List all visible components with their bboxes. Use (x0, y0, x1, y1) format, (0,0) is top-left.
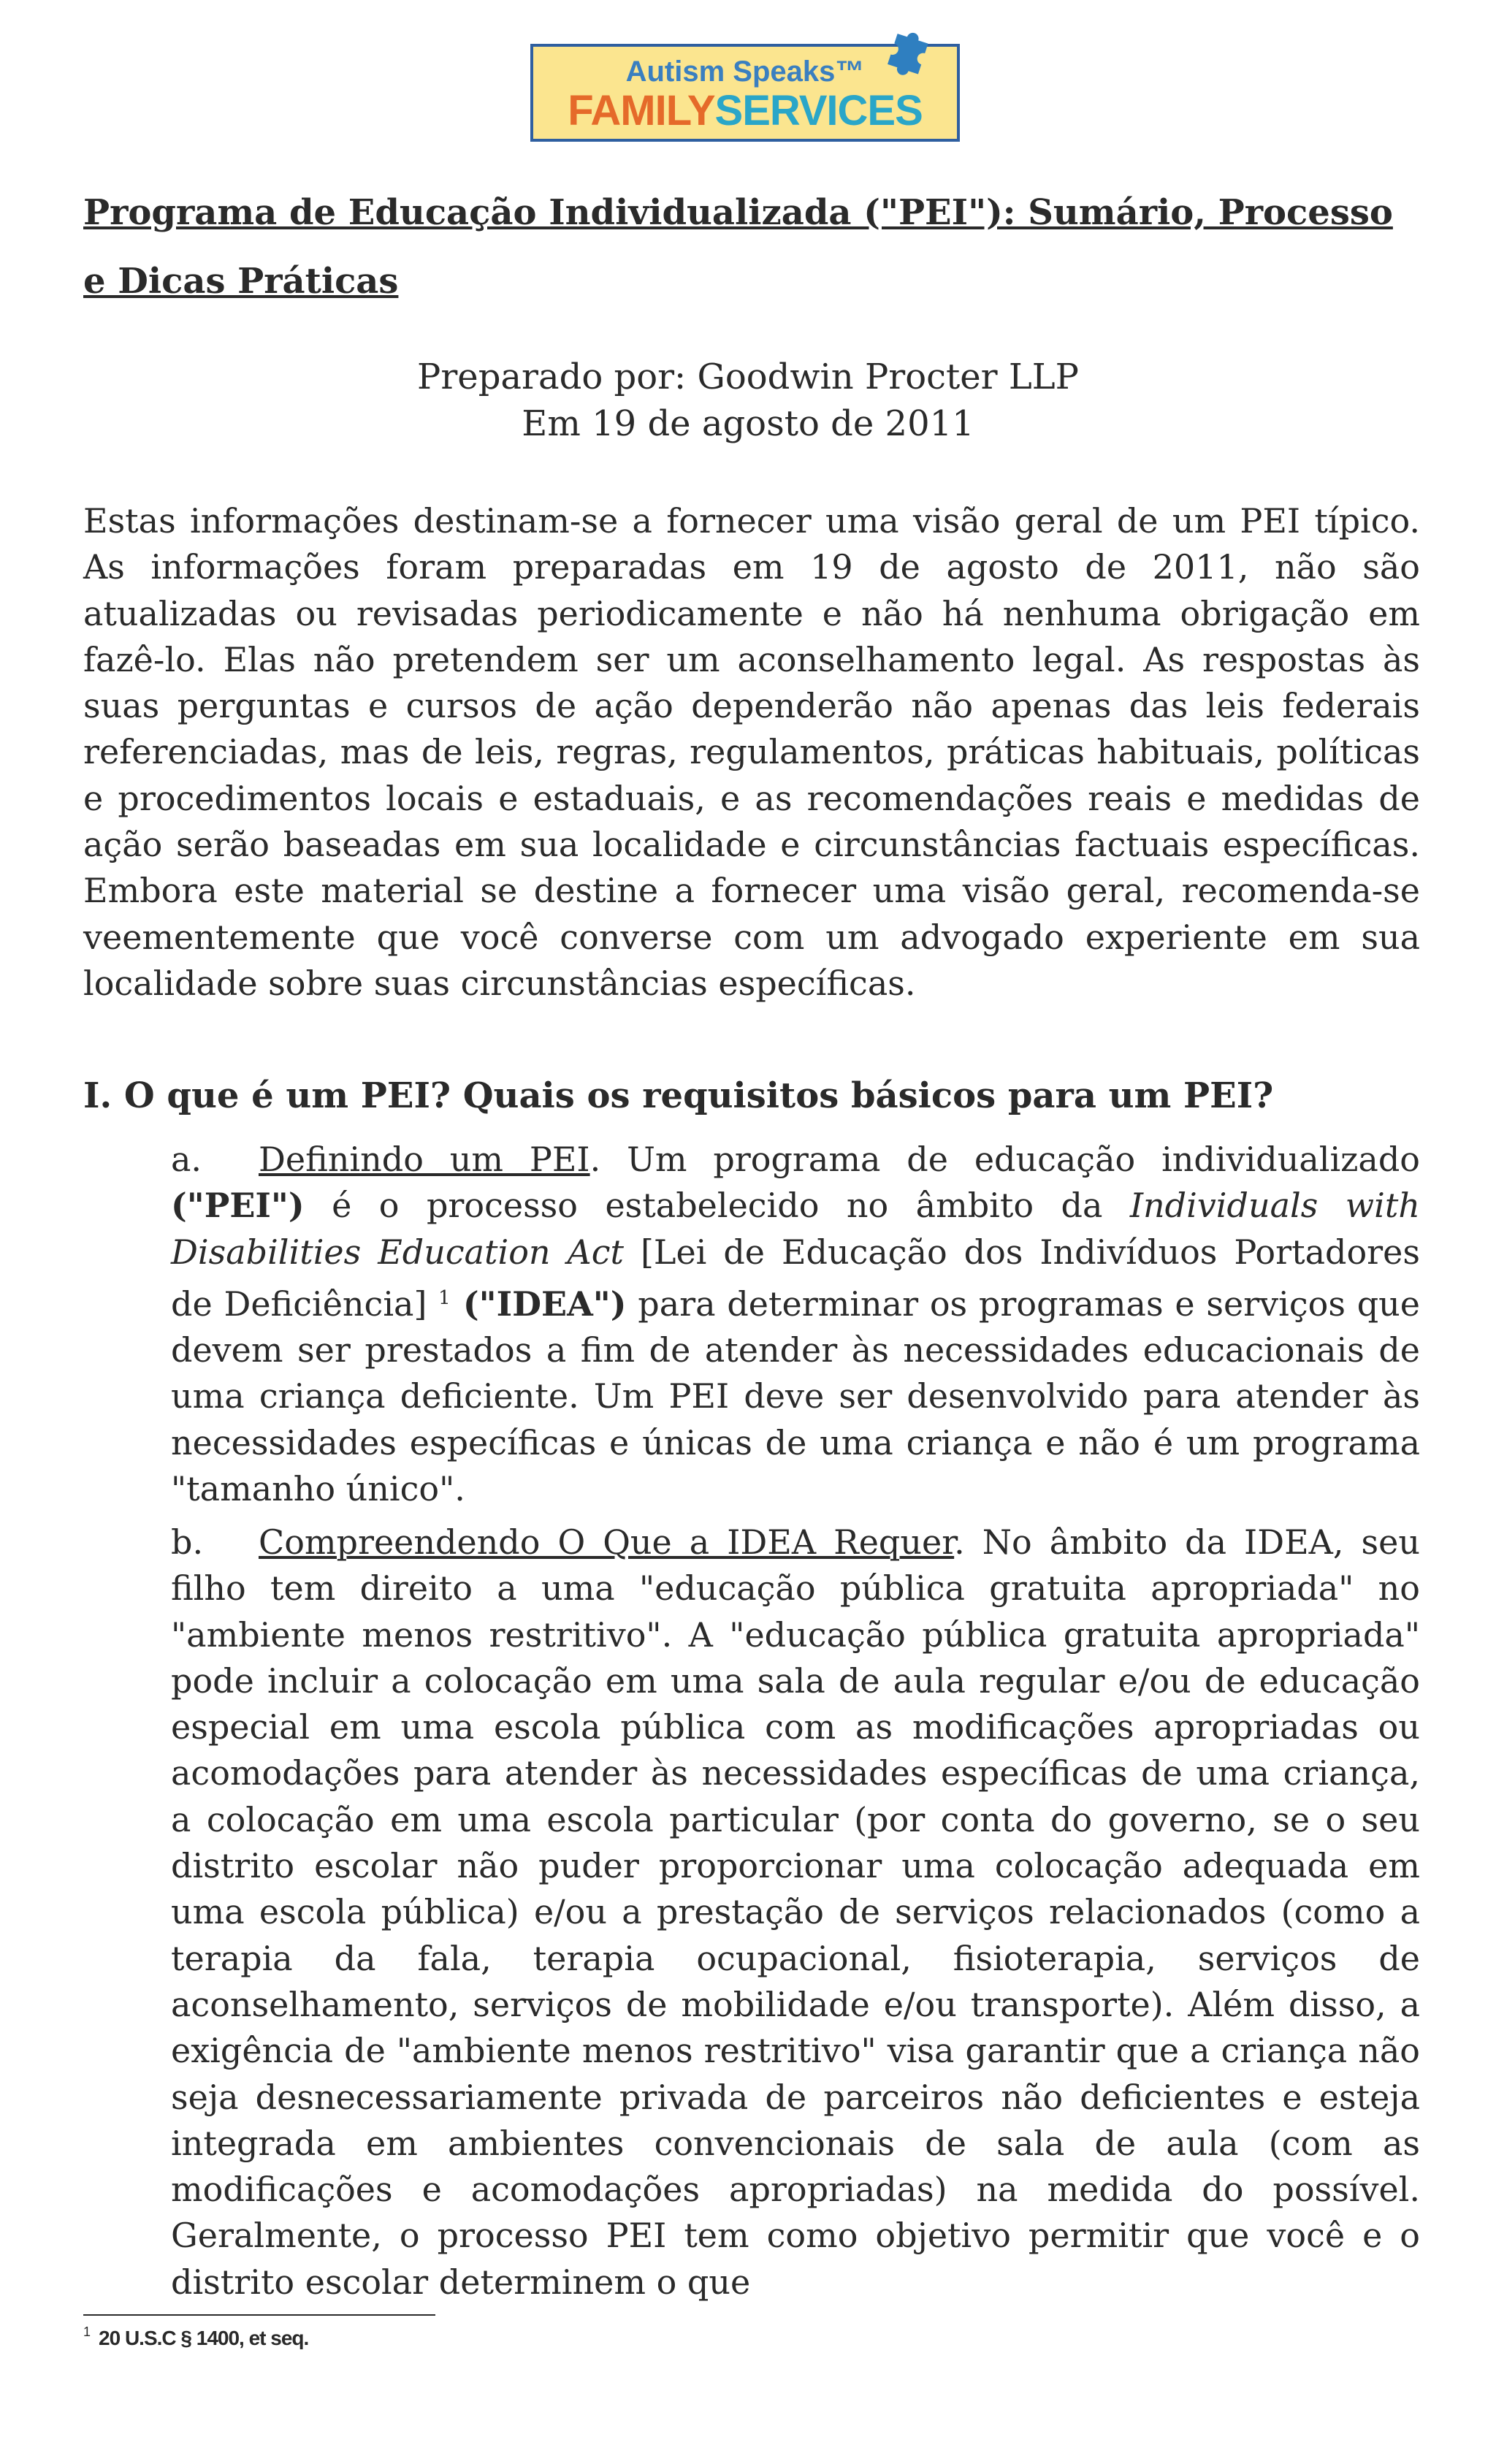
document-date: Em 19 de agosto de 2011 (522, 403, 974, 444)
item-b-text: . No âmbito da IDEA, seu filho tem direito a uma "educação pública gratuita apropriada" no "ambiente menos restritivo". A "educação pública gratuita apropriada" pode incluir a colocação em uma sala de aula regular e/ou de educação especial em uma escola pública com as modificações apropriadas ou acomodações para atender às necessidades específicas de uma criança, a colocação em uma escola particular (por conta do governo, se o seu distrito escolar não puder proporcionar uma colocação adequada em uma escola pública) e/ou a prestação de serviços relacionados (como a terapia da fala, terapia ocupacional, fisioterapia, serviços de aconselhamento, serviços de mobilidade e/ou transporte). Além disso, a exigência de "ambiente menos restritivo" visa garantir que a criança não seja desnecessariamente privada de parceiros não deficientes e esteja integrada em ambientes convencionais de sala de aula (com as modificações e acomodações apropriadas) na medida do possível. Geralmente, o processo PEI tem como objetivo permitir que você e o distrito escolar determinem o que (171, 1522, 1420, 2302)
logo-line-family-services (533, 86, 957, 135)
item-b-label: b. (171, 1522, 204, 1562)
logo-family: FAMILY (568, 87, 715, 134)
intro-paragraph: Estas informações destinam-se a fornecer uma visão geral de um PEI típico. As informações foram preparadas em 19 de agosto de 2011, não são atualizadas ou revisadas periodicamente e não há nenhuma obrigação em fazê-lo. Elas não pretendem ser um aconselhamento legal. As respostas às suas perguntas e cursos de ação dependerão não apenas das leis federais referenciadas, mas de leis, regras, regulamentos, práticas habituais, políticas e procedimentos locais e estaduais, e as recomendações reais e medidas de ação serão baseadas em sua localidade e circunstâncias factuais específicas. Embora este material se destine a fornecer uma visão geral, recomenda-se veementemente que você converse com um advogado experiente em sua localidade sobre suas circunstâncias específicas. (83, 501, 1420, 1003)
document-title: Programa de Educação Individualizada ("PEI"): Sumário, Processo e Dicas Práticas (83, 192, 1393, 302)
item-a-title: Definindo um PEI (259, 1140, 590, 1179)
item-b-paragraph (171, 1519, 1420, 2305)
item-a-text-3: [Lei de Educação dos Indivíduos Portadores de Deficiência] (171, 1232, 1420, 1324)
item-a-act-name: Individuals with Disabilities Education Act (171, 1186, 1420, 1272)
section-1-heading: I. O que é um PEI? Quais os requisitos básicos para um PEI? (83, 1075, 1274, 1116)
item-b-title: Compreendendo O Que a IDEA Requer (259, 1522, 955, 1562)
logo-services: SERVICES (714, 87, 923, 134)
item-a-text-1: . Um programa de educação individualizado (589, 1140, 1420, 1179)
prepared-by: Preparado por: Goodwin Procter LLP (417, 356, 1079, 397)
item-a-text-2: é o processo estabelecido no âmbito da (304, 1186, 1130, 1226)
footnote-text: 20 U.S.C § 1400, et seq. (99, 2327, 309, 2349)
item-a-paragraph (171, 1137, 1420, 1512)
footnote-divider (83, 2314, 435, 2316)
item-a-text-4: para determinar os programas e serviços que devem ser prestados a fim de atender às necessidades educacionais de uma criança deficiente. Um PEI deve ser desenvolvido para atender às necessidades específicas e únicas de uma criança e não é um programa "tamanho único". (171, 1284, 1420, 1509)
logo-line-autism-speaks: Autism Speaks™ (625, 56, 865, 88)
item-a-pei-term: ("PEI") (171, 1186, 305, 1226)
footnote-number: 1 (83, 2324, 91, 2339)
autism-speaks-family-services-logo (530, 44, 960, 142)
footnote-1 (83, 2324, 308, 2350)
item-a-idea-term: ("IDEA") (450, 1284, 627, 1324)
item-a-label: a. (171, 1140, 202, 1179)
footnote-ref-1[interactable]: 1 (438, 1286, 451, 1309)
